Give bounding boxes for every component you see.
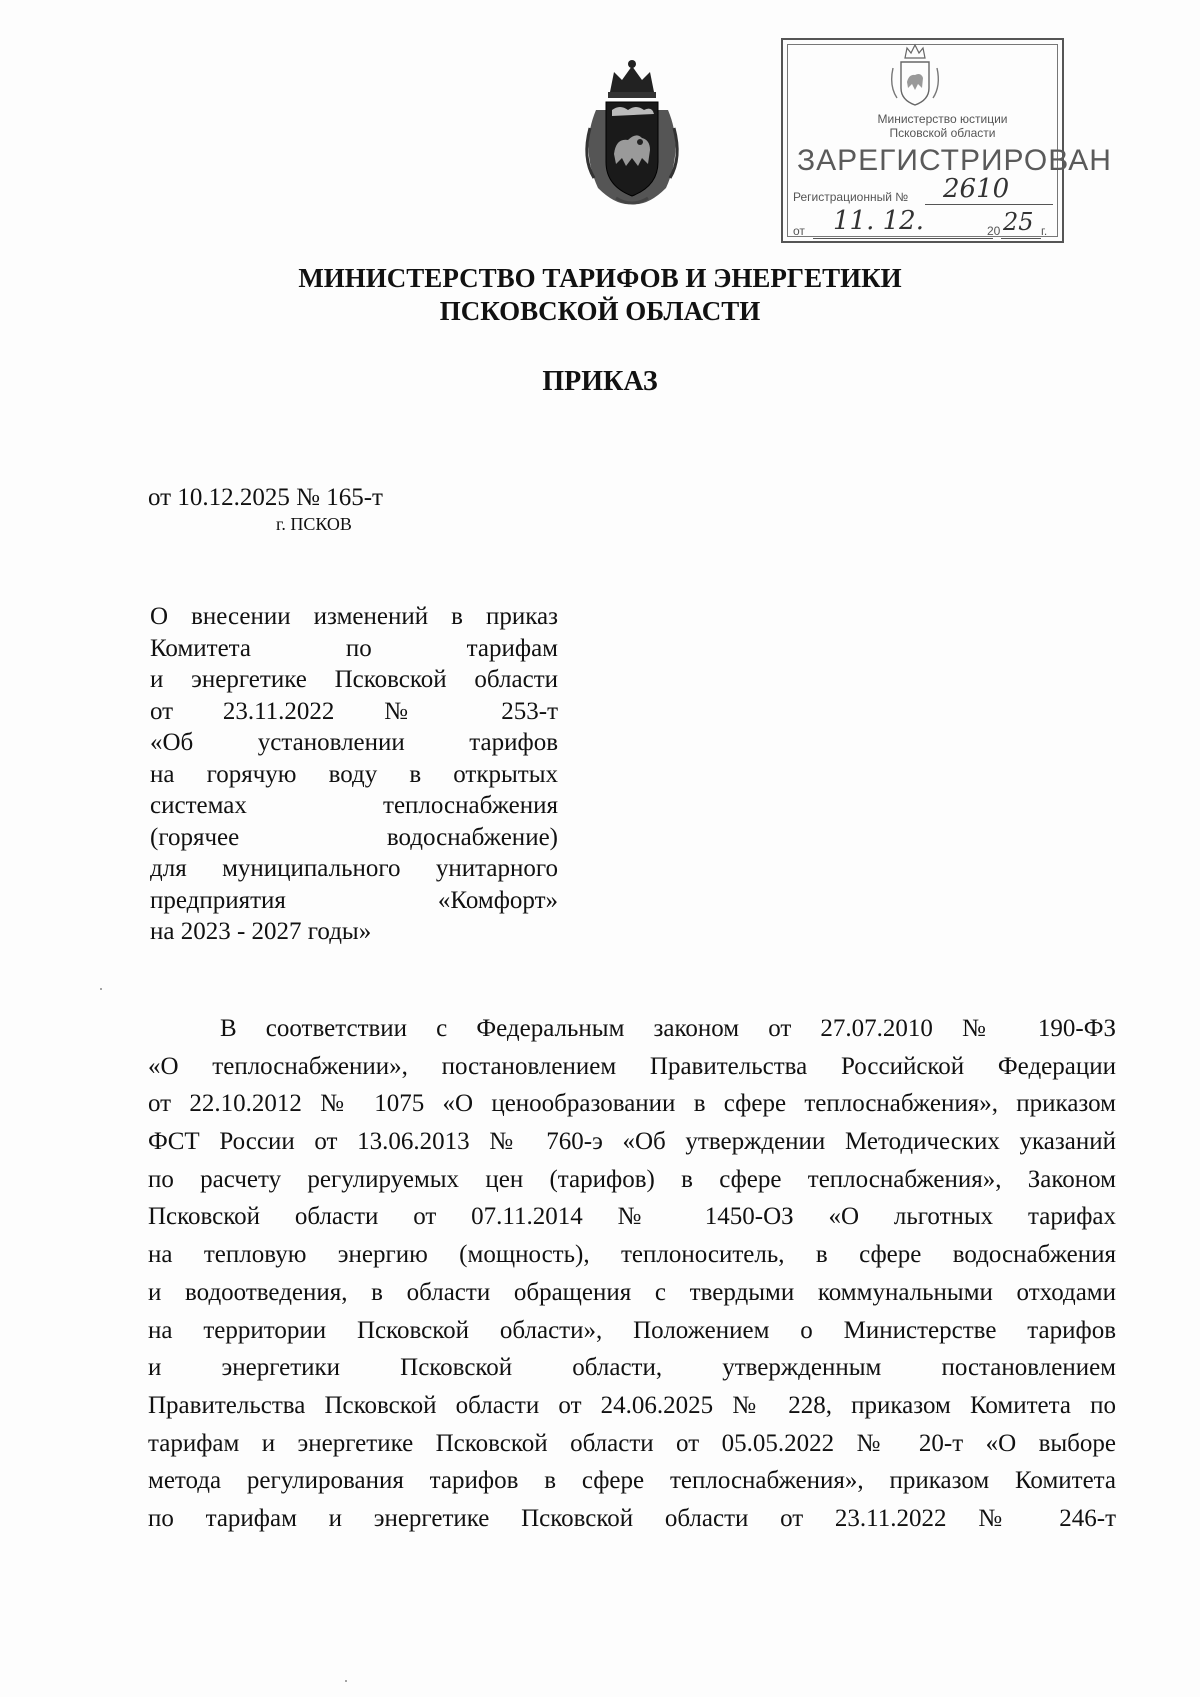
body-line: тарифам и энергетике Псковской области от 05.05.2022 № 20-т «О выборе [148,1429,1116,1457]
subject-line: «Об установлении тарифов [150,729,558,756]
body-line: В соответствии с Федеральным законом от 27.07.2010 № 190-ФЗ [220,1015,1116,1042]
stamp-year-prefix: 20 [987,224,1001,238]
subject-line: (горячее водоснабжение) [150,823,558,851]
stamp-year-suffix: г. [1041,224,1048,238]
stamp-emblem-icon [887,42,943,108]
stamp-date-handwritten: 11. 12. [833,206,924,236]
stamp-reg-label: Регистрационный № [793,190,909,204]
body-line: на тепловую энергию (мощность), теплоноситель, в сфере водоснабжения [148,1241,1116,1269]
document-type-title: ПРИКАЗ [542,366,658,397]
stamp-year-handwritten: 25 [1003,208,1034,236]
subject-line: системах теплоснабжения [150,792,558,819]
order-subject [150,601,558,948]
subject-line: на горячую воду в открытых [150,760,558,788]
body-line: Правительства Псковской области от 24.06.2025 № 228, приказом Комитета по [148,1391,1116,1419]
stamp-registered-label: ЗАРЕГИСТРИРОВАН [797,144,1112,177]
subject-line: Комитета по тарифам [150,634,558,662]
pskov-coat-of-arms-icon [576,58,688,208]
stamp-reg-underline [925,204,1053,205]
order-city: г. ПСКОВ [276,514,352,534]
stamp-ministry-line2: Псковской области [889,126,996,140]
stamp-year-underline [1001,238,1041,239]
body-line: от 22.10.2012 № 1075 «О ценообразовании в сфере теплоснабжения», приказом [148,1090,1116,1118]
order-body [148,1010,1116,1538]
body-line: по тарифам и энергетике Псковской области от 23.11.2022 № 246-т [148,1504,1116,1532]
body-line: по расчету регулируемых цен (тарифов) в сфере теплоснабжения», Законом [148,1165,1116,1193]
subject-line: предприятия «Комфорт» [150,886,558,914]
ministry-title [0,262,1200,328]
body-line: на территории Псковской области», Положением о Министерстве тарифов [148,1316,1116,1344]
subject-line: О внесении изменений в приказ [150,603,558,630]
registration-stamp [781,38,1112,243]
subject-line: на 2023 - 2027 годы» [150,918,372,945]
scan-speck [345,1680,347,1682]
subject-line: и энергетике Псковской области [150,666,558,693]
subject-line: для муниципального унитарного [150,855,558,882]
body-line: ФСТ России от 13.06.2013 № 760-э «Об утверждении Методических указаний [148,1128,1116,1156]
body-line: Псковской области от 07.11.2014 № 1450-ОЗ «О льготных тарифах [148,1203,1116,1231]
scan-speck [100,988,102,990]
stamp-ministry-name [783,112,1062,140]
subject-line: от 23.11.2022 № 253-т [150,697,558,725]
stamp-date-underline [813,238,993,239]
stamp-ministry-line1: Министерство юстиции [877,112,1008,126]
body-line: «О теплоснабжении», постановлением Правительства Российской Федерации [148,1052,1116,1080]
body-line: метода регулирования тарифов в сфере теплоснабжения», приказом Комитета [148,1467,1116,1495]
stamp-date-prefix: от [793,224,805,238]
ministry-title-line2: ПСКОВСКОЙ ОБЛАСТИ [439,296,761,326]
ministry-title-line1: МИНИСТЕРСТВО ТАРИФОВ И ЭНЕРГЕТИКИ [298,263,902,293]
order-number-date: от 10.12.2025 № 165-т [148,484,383,511]
body-line: и водоотведения, в области обращения с твердыми коммунальными отходами [148,1278,1116,1306]
body-line: и энергетики Псковской области, утвержденным постановлением [148,1354,1116,1382]
stamp-reg-number-handwritten: 2610 [943,174,1010,204]
